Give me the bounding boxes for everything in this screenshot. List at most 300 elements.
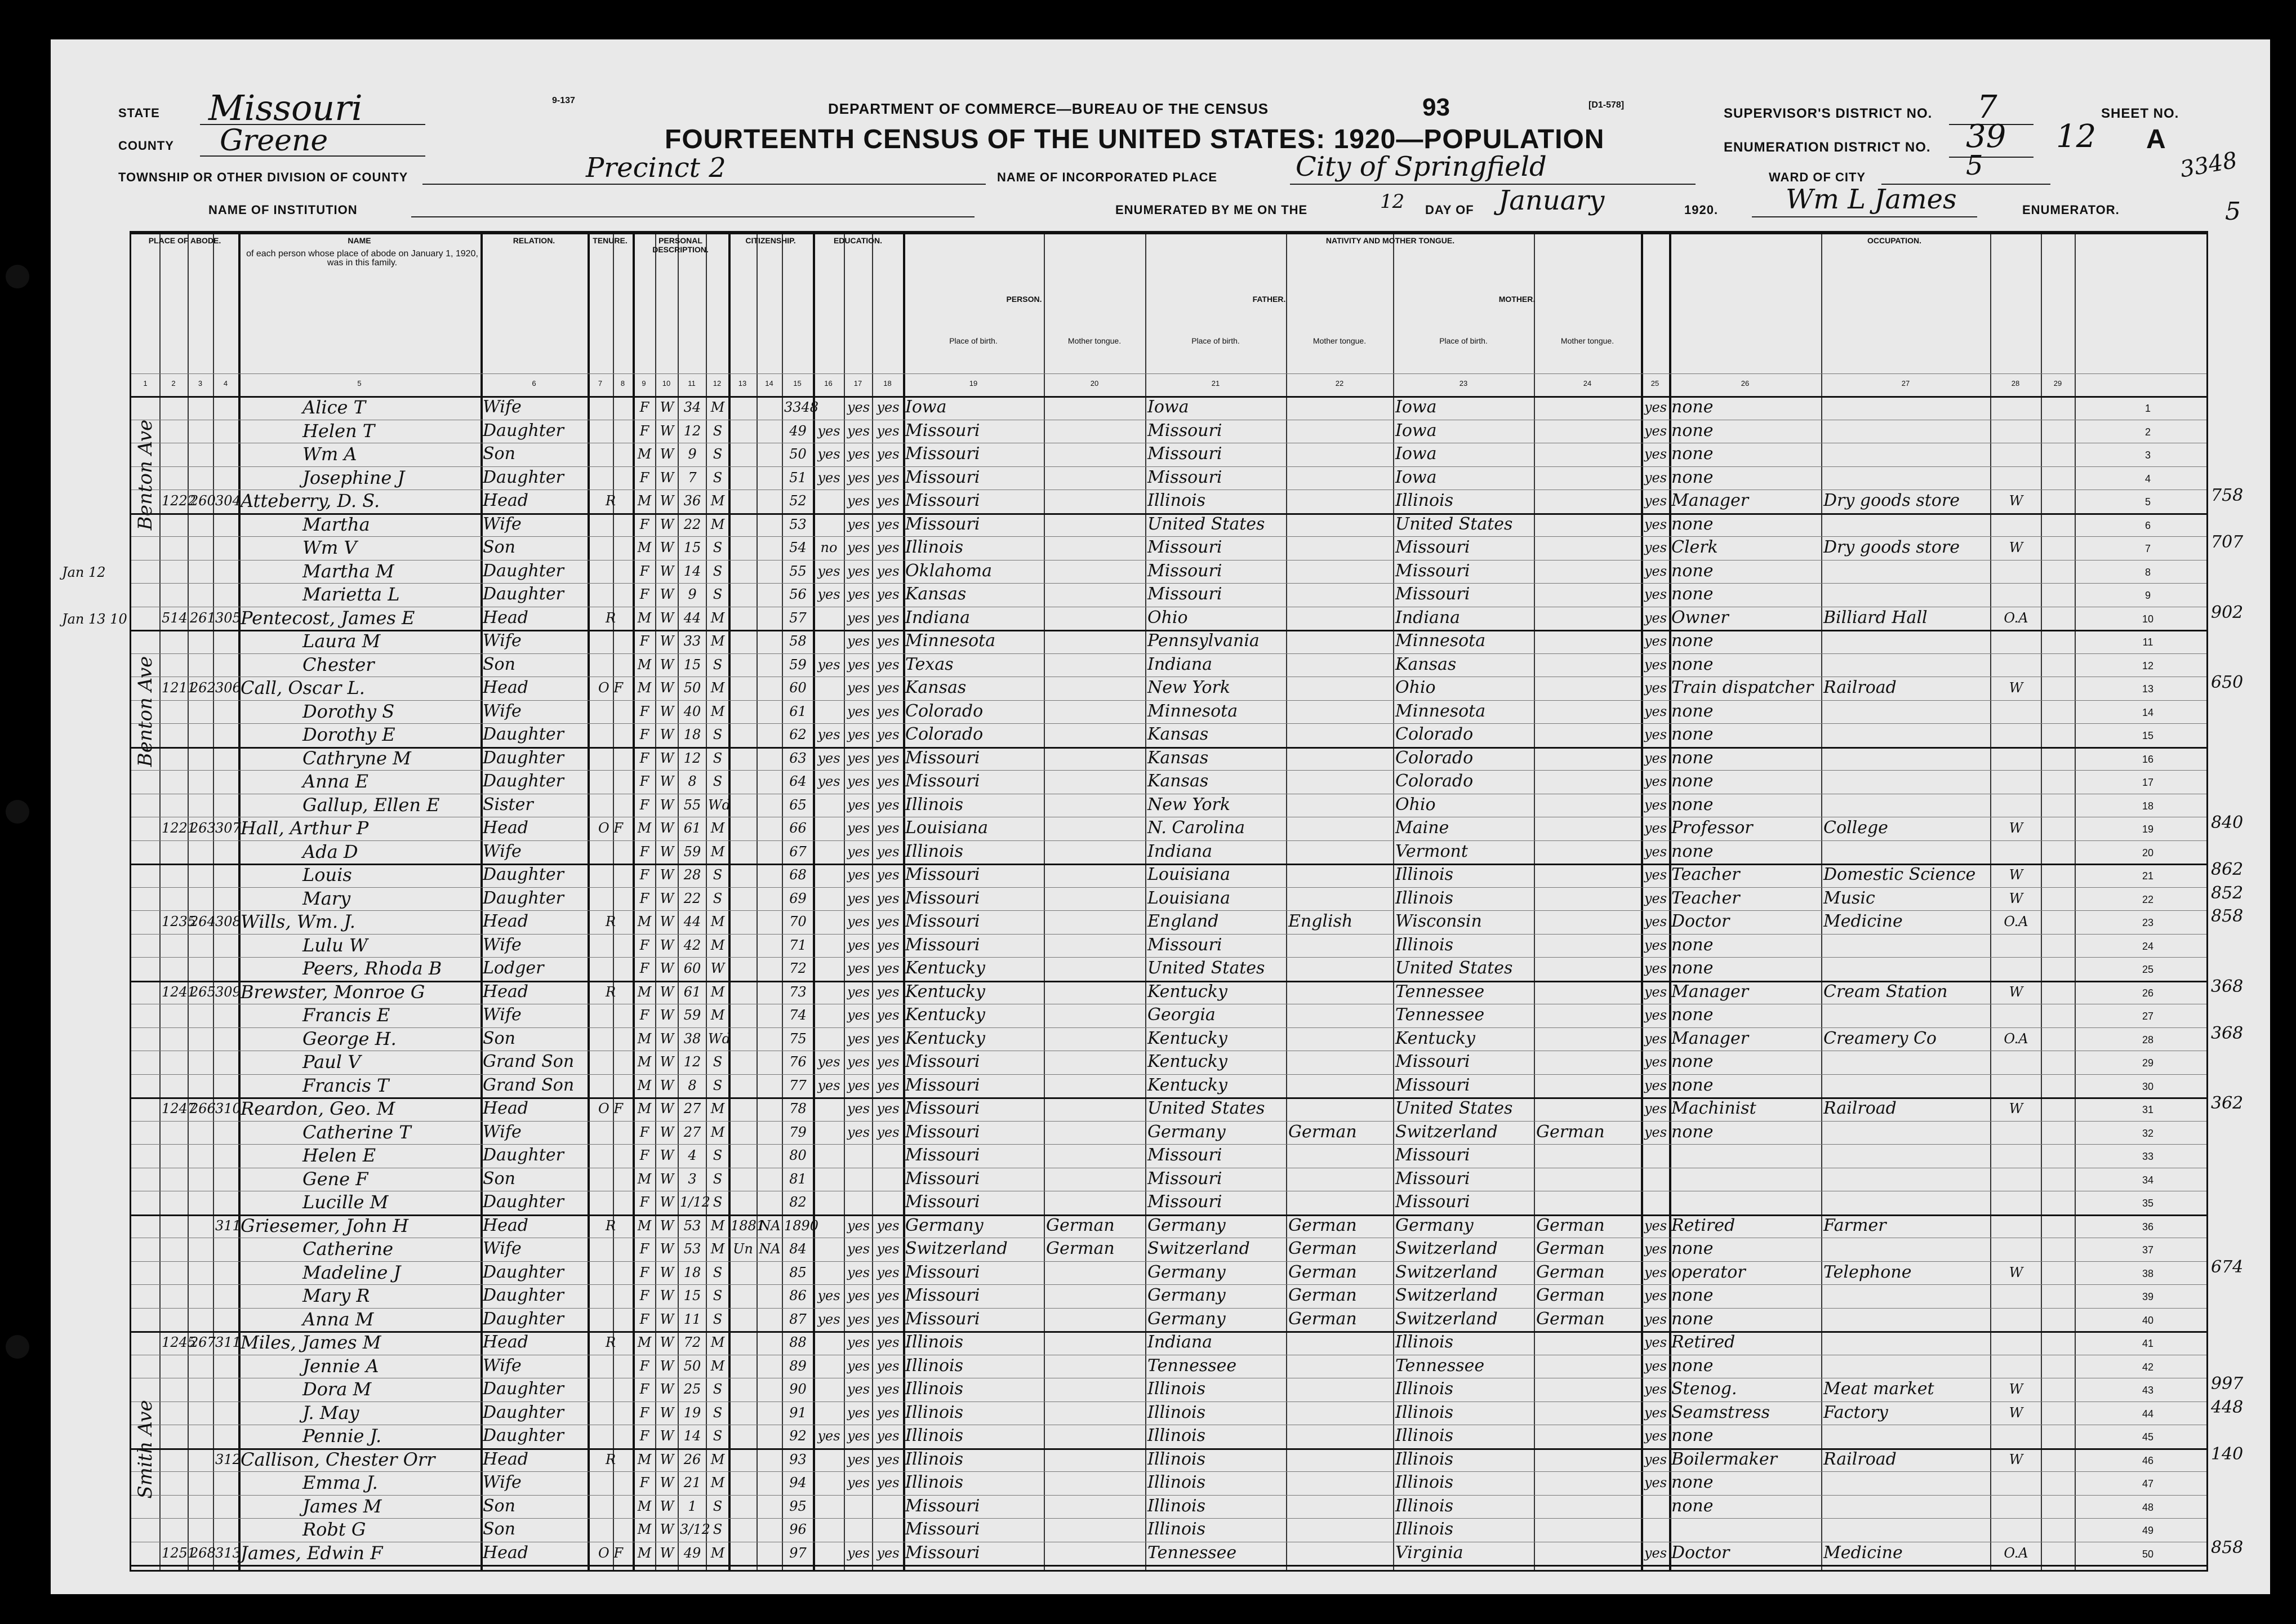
- cell-english: yes: [1644, 1264, 1667, 1280]
- cell-father-birth: Georgia: [1147, 1005, 1216, 1025]
- cell-english: yes: [1644, 680, 1667, 696]
- cell-occupation: Clerk: [1671, 537, 1718, 557]
- cell-birthplace: Missouri: [905, 748, 980, 768]
- cell-mother-birth: Germany: [1395, 1215, 1474, 1235]
- cell-dwelling: [190, 652, 212, 677]
- cell-tongue: [1046, 1494, 1144, 1519]
- cell-father-tongue: [1288, 1494, 1392, 1519]
- cell-marital: M: [710, 516, 725, 532]
- cell-family: 307: [215, 820, 241, 836]
- column-rule: [706, 233, 707, 1570]
- cell-relation: Daughter: [483, 1262, 564, 1282]
- cell-birthplace: Missouri: [905, 1309, 980, 1329]
- cell-occupation: none: [1671, 1355, 1714, 1376]
- cell-mother-birth: United States: [1395, 1098, 1513, 1118]
- cell-natyr: 56: [789, 586, 807, 602]
- cell-age: 22: [683, 516, 701, 532]
- cell-tenure: [590, 465, 631, 490]
- cell-tenure: [590, 1049, 631, 1074]
- cell-occupation: none: [1671, 467, 1714, 487]
- cell-relation: Grand Son: [483, 1052, 575, 1071]
- cell-school: [815, 1494, 843, 1519]
- cell-birthplace: Indiana: [905, 607, 971, 628]
- cell-father-birth: United States: [1147, 958, 1265, 978]
- cell-dwelling: 267: [190, 1334, 216, 1350]
- cell-read: yes: [847, 540, 870, 555]
- cell-occupation: none: [1671, 560, 1714, 581]
- cell-relation: Son: [483, 1028, 515, 1048]
- cell-house: [162, 1073, 186, 1098]
- cell-marital: M: [710, 493, 725, 509]
- line-number: 5: [2144, 496, 2151, 508]
- cell-family: [215, 699, 237, 724]
- cell-tenure: [590, 1003, 631, 1027]
- cell-dwelling: [190, 465, 212, 490]
- cell-tongue: [1046, 1190, 1144, 1214]
- cell-mother-birth: Virginia: [1395, 1542, 1463, 1563]
- cell-occupation: none: [1671, 1052, 1714, 1071]
- cell-natyr: 91: [789, 1404, 807, 1421]
- cell-dwelling: [190, 1026, 212, 1051]
- cell-read: [846, 1494, 871, 1519]
- cell-immig: [731, 862, 755, 887]
- cell-read: yes: [847, 586, 870, 602]
- cell-natyr: 55: [789, 563, 807, 579]
- cell-birthplace: Illinois: [905, 794, 964, 815]
- cell-age: 27: [683, 1124, 701, 1140]
- cell-father-birth: Minnesota: [1147, 701, 1238, 721]
- state-value: Missouri: [208, 87, 363, 128]
- cell-read: yes: [847, 633, 870, 649]
- cell-age: 19: [683, 1404, 701, 1421]
- cell-marital: S: [713, 469, 723, 486]
- cell-mother-tongue: [1536, 1049, 1640, 1074]
- cell-industry: Billiard Hall: [1823, 607, 1928, 628]
- cell-mother-birth: Vermont: [1395, 841, 1468, 861]
- cell-race: W: [660, 399, 674, 415]
- cell-race: W: [660, 960, 674, 976]
- cell-class: [1992, 1190, 2040, 1214]
- cell-immig: [731, 1026, 755, 1051]
- cell-relation: Wife: [483, 1355, 522, 1376]
- cell-tenure: [590, 1494, 631, 1519]
- cell-mother-tongue: [1536, 933, 1640, 958]
- cell-natyr: 57: [789, 609, 807, 626]
- cell-marital: S: [713, 1521, 723, 1537]
- cell-age: 11: [683, 1311, 701, 1327]
- margin-code: 448: [2211, 1397, 2244, 1417]
- place-value: City of Springfield: [1296, 151, 1547, 183]
- cell-class: W: [2009, 890, 2023, 906]
- column-number: 11: [688, 379, 696, 388]
- enumeration-year: 1920.: [1684, 203, 1719, 217]
- cell-name: Louis: [302, 864, 352, 886]
- cell-tongue: [1046, 956, 1144, 981]
- margin-code: 368: [2211, 1023, 2244, 1043]
- cell-occupation: Manager: [1671, 981, 1749, 1002]
- cell-class: [1992, 1517, 2040, 1542]
- cell-relation: Wife: [483, 631, 522, 651]
- cell-write: yes: [876, 820, 900, 836]
- cell-occupation: operator: [1671, 1262, 1746, 1282]
- cell-dwelling: [190, 1003, 212, 1027]
- cell-marital: M: [710, 1101, 725, 1116]
- margin-code: 674: [2211, 1257, 2244, 1277]
- cell-school: yes: [817, 1054, 840, 1070]
- cell-name: James, Edwin F: [241, 1542, 383, 1564]
- cell-father-birth: United States: [1147, 514, 1265, 534]
- cell-name: Atteberry, D. S.: [241, 490, 380, 511]
- cell-nat: [759, 606, 781, 630]
- cell-birthplace: Missouri: [905, 1122, 980, 1142]
- cell-name: Catherine T: [302, 1121, 411, 1143]
- cell-nat: [759, 652, 781, 677]
- cell-age: 15: [683, 540, 701, 555]
- line-number: 25: [2142, 964, 2154, 975]
- cell-sex: F: [639, 1404, 649, 1421]
- binder-hole: [6, 1335, 29, 1359]
- cell-class: W: [2009, 867, 2023, 883]
- cell-race: W: [660, 867, 674, 883]
- cell-immig: [731, 1143, 755, 1168]
- cell-name: Mary R: [302, 1285, 370, 1306]
- cell-mother-birth: Indiana: [1395, 607, 1461, 628]
- cell-tenure: R: [605, 609, 616, 626]
- column-number: 8: [620, 379, 625, 388]
- cell-marital: S: [713, 656, 723, 673]
- cell-relation: Daughter: [483, 420, 564, 441]
- cell-mother-tongue: [1536, 1423, 1640, 1448]
- cell-family: [215, 839, 237, 864]
- cell-english: yes: [1644, 1030, 1667, 1047]
- cell-race: W: [660, 1217, 674, 1234]
- cell-school: yes: [817, 656, 840, 673]
- day-of-label: DAY OF: [1425, 203, 1474, 217]
- cell-natyr: 97: [789, 1545, 807, 1561]
- cell-house: [162, 1236, 186, 1261]
- cell-sex: F: [639, 843, 649, 860]
- cell-house: [162, 1026, 186, 1051]
- cell-father-tongue: German: [1288, 1309, 1357, 1329]
- cell-class: W: [2009, 1101, 2023, 1116]
- cell-race: W: [660, 1451, 674, 1467]
- cell-english: [1643, 1190, 1668, 1214]
- cell-family: [215, 1260, 237, 1285]
- cell-mother-tongue: [1536, 956, 1640, 981]
- enumeration-month: January: [1498, 185, 1605, 216]
- cell-sex: F: [639, 1358, 649, 1374]
- cell-father-tongue: [1288, 722, 1392, 747]
- cell-industry: Dry goods store: [1823, 537, 1960, 557]
- line-number: 36: [2142, 1221, 2154, 1233]
- cell-father-tongue: [1288, 419, 1392, 443]
- cell-mother-birth: Illinois: [1395, 491, 1454, 510]
- cell-race: W: [660, 469, 674, 486]
- cell-sex: M: [637, 1498, 652, 1514]
- cell-tongue: [1046, 839, 1144, 864]
- cell-tongue: [1046, 1400, 1144, 1425]
- cell-mother-tongue: [1536, 1073, 1640, 1098]
- cell-write: yes: [876, 960, 900, 976]
- cell-write: yes: [876, 1124, 900, 1140]
- cell-age: 14: [683, 1428, 701, 1444]
- cell-read: yes: [847, 1217, 870, 1234]
- cell-sex: F: [639, 797, 649, 813]
- cell-occupation: none: [1671, 584, 1714, 604]
- cell-class: [1992, 1307, 2040, 1332]
- cell-race: W: [660, 890, 674, 906]
- cell-school: [815, 1167, 843, 1191]
- cell-industry: [1823, 933, 1989, 958]
- cell-father-birth: Kentucky: [1147, 981, 1227, 1002]
- cell-read: yes: [847, 1030, 870, 1047]
- cell-industry: Railroad: [1823, 1098, 1897, 1118]
- cell-father-tongue: [1288, 1541, 1392, 1565]
- cell-industry: Railroad: [1823, 1449, 1897, 1469]
- cell-house: 514: [162, 609, 188, 626]
- cell-tenure: [590, 699, 631, 724]
- cell-industry: [1823, 1143, 1989, 1168]
- cell-name: Dora M: [302, 1378, 372, 1400]
- cell-father-birth: Pennsylvania: [1147, 631, 1260, 651]
- cell-marital: S: [713, 1404, 723, 1421]
- cell-occupation: [1671, 1517, 1820, 1542]
- header-name-sub: of each person whose place of abode on January 1, 1920, was in this family.: [246, 249, 478, 268]
- column-number: 19: [969, 379, 978, 388]
- cell-tongue: [1046, 1423, 1144, 1448]
- cell-read: yes: [847, 1077, 870, 1093]
- cell-relation: Wife: [483, 841, 522, 861]
- cell-tenure: [590, 652, 631, 677]
- cell-immig: [731, 699, 755, 724]
- line-number: 4: [2144, 473, 2151, 484]
- cell-immig: Un: [733, 1241, 753, 1257]
- cell-tongue: [1046, 769, 1144, 794]
- cell-father-tongue: [1288, 1003, 1392, 1027]
- cell-immig: [731, 1167, 755, 1191]
- cell-write: yes: [876, 540, 900, 555]
- cell-school: [815, 1003, 843, 1027]
- cell-school: [815, 512, 843, 537]
- cell-school: [815, 1026, 843, 1051]
- cell-nat: [759, 1470, 781, 1495]
- cell-immig: [731, 886, 755, 911]
- cell-tongue: German: [1046, 1215, 1115, 1235]
- line-number: 19: [2142, 824, 2154, 835]
- cell-mother-birth: United States: [1395, 958, 1513, 978]
- line-number: 49: [2142, 1525, 2154, 1536]
- line-number: 14: [2142, 706, 2154, 718]
- cell-english: yes: [1644, 1217, 1667, 1234]
- column-number: 3: [198, 379, 203, 388]
- cell-father-birth: Illinois: [1147, 1472, 1206, 1492]
- cell-read: yes: [847, 843, 870, 860]
- cell-tongue: [1046, 559, 1144, 584]
- cell-natyr: 74: [789, 1007, 807, 1023]
- margin-code: 650: [2211, 673, 2244, 692]
- line-number: 38: [2142, 1267, 2154, 1279]
- cell-dwelling: [190, 1307, 212, 1332]
- cell-sex: M: [637, 984, 652, 1000]
- cell-tenure: R: [605, 1451, 616, 1467]
- cell-english: yes: [1644, 1077, 1667, 1093]
- cell-read: yes: [847, 727, 870, 742]
- cell-sex: M: [637, 1334, 652, 1350]
- cell-immig: [731, 512, 755, 537]
- cell-read: yes: [847, 422, 870, 439]
- column-rule: [678, 233, 679, 1570]
- cell-read: yes: [847, 867, 870, 883]
- cell-tenure: [590, 1190, 631, 1214]
- cell-father-tongue: [1288, 465, 1392, 490]
- line-number: 35: [2142, 1198, 2154, 1209]
- cell-industry: [1823, 746, 1989, 771]
- cell-write: yes: [876, 703, 900, 719]
- enumeration-district: 39: [1966, 118, 2006, 155]
- cell-race: W: [660, 703, 674, 719]
- cell-industry: [1823, 1330, 1989, 1355]
- cell-age: 1: [688, 1498, 697, 1514]
- cell-english: yes: [1644, 797, 1667, 813]
- cell-industry: [1823, 722, 1989, 747]
- cell-father-tongue: [1288, 629, 1392, 653]
- cell-father-birth: Missouri: [1147, 537, 1222, 557]
- page-stamp: 93: [1422, 94, 1450, 121]
- column-number: 17: [853, 379, 862, 388]
- cell-family: [215, 1143, 237, 1168]
- cell-occupation: none: [1671, 1496, 1714, 1516]
- cell-occupation: Stenog.: [1671, 1379, 1737, 1399]
- cell-natyr: 94: [789, 1475, 807, 1490]
- cell-school: yes: [817, 469, 840, 486]
- cell-father-birth: England: [1147, 911, 1219, 931]
- institution-label: NAME OF INSTITUTION: [208, 203, 358, 217]
- header-personal: PERSONAL DESCRIPTION.: [652, 236, 709, 254]
- cell-father-tongue: [1288, 1073, 1392, 1098]
- cell-relation: Head: [483, 1332, 529, 1352]
- column-number: 13: [738, 379, 747, 388]
- cell-english: yes: [1644, 1451, 1667, 1467]
- cell-name: Gallup, Ellen E: [302, 794, 440, 816]
- cell-english: yes: [1644, 843, 1667, 860]
- cell-father-tongue: [1288, 1330, 1392, 1355]
- cell-mother-tongue: [1536, 839, 1640, 864]
- state-label: STATE: [118, 106, 160, 120]
- cell-industry: [1823, 1236, 1989, 1261]
- cell-house: [162, 956, 186, 981]
- cell-nat: [759, 1026, 781, 1051]
- cell-house: [162, 886, 186, 911]
- cell-relation: Daughter: [483, 724, 564, 744]
- supervisor-label: SUPERVISOR'S DISTRICT NO.: [1724, 106, 1933, 121]
- cell-write: yes: [876, 516, 900, 532]
- cell-house: 1251: [162, 1545, 197, 1561]
- cell-english: yes: [1644, 586, 1667, 602]
- cell-dwelling: [190, 1400, 212, 1425]
- cell-natyr: 84: [789, 1241, 807, 1257]
- line-number: 15: [2142, 730, 2154, 741]
- cell-occupation: Owner: [1671, 607, 1729, 628]
- header-name: NAME: [348, 236, 371, 245]
- cell-sex: F: [639, 1428, 649, 1444]
- cell-marital: S: [713, 1381, 723, 1397]
- cell-industry: Factory: [1823, 1402, 1888, 1422]
- sheet-number: 12: [2056, 118, 2097, 155]
- cell-house: 1235: [162, 914, 197, 929]
- cell-mother-birth: Ohio: [1395, 794, 1436, 815]
- line-number: 8: [2144, 566, 2151, 578]
- cell-natyr: 82: [789, 1194, 807, 1210]
- cell-tenure: O F: [598, 680, 623, 696]
- cell-tongue: [1046, 793, 1144, 817]
- cell-name: Peers, Rhoda B: [302, 958, 442, 979]
- cell-name: Reardon, Geo. M: [241, 1098, 395, 1119]
- cell-mother-birth: Illinois: [1395, 1519, 1454, 1539]
- binder-hole: [6, 265, 29, 288]
- cell-dwelling: [190, 1167, 212, 1191]
- cell-tenure: [590, 1026, 631, 1051]
- cell-tongue: [1046, 652, 1144, 677]
- cell-industry: [1823, 1423, 1989, 1448]
- cell-tenure: [590, 512, 631, 537]
- cell-family: 311: [215, 1217, 241, 1234]
- cell-father-tongue: [1288, 769, 1392, 794]
- cell-name: Gene F: [302, 1168, 368, 1190]
- cell-school: [815, 1120, 843, 1145]
- line-number: 28: [2142, 1034, 2154, 1045]
- cell-birthplace: Missouri: [905, 911, 980, 931]
- cell-mother-birth: United States: [1395, 514, 1513, 534]
- cell-industry: Creamery Co: [1823, 1028, 1937, 1048]
- cell-nat: [759, 862, 781, 887]
- cell-tenure: O F: [598, 820, 623, 836]
- cell-age: 34: [683, 399, 701, 415]
- cell-natyr: 96: [789, 1521, 807, 1537]
- cell-nat: [759, 1517, 781, 1542]
- cell-write: yes: [876, 1007, 900, 1023]
- line-number: 21: [2142, 870, 2154, 882]
- cell-marital: Wd: [708, 797, 731, 813]
- cell-sex: F: [639, 1264, 649, 1280]
- cell-birthplace: Missouri: [905, 1285, 980, 1305]
- cell-dwelling: 264: [190, 914, 216, 929]
- cell-sex: F: [639, 890, 649, 906]
- cell-mother-birth: Missouri: [1395, 1168, 1470, 1189]
- cell-industry: [1823, 1307, 1989, 1332]
- cell-dwelling: 260: [190, 493, 216, 509]
- cell-read: yes: [847, 1381, 870, 1397]
- line-number: 10: [2142, 613, 2154, 625]
- cell-read: yes: [847, 1241, 870, 1257]
- cell-industry: [1823, 559, 1989, 584]
- cell-write: yes: [876, 680, 900, 696]
- cell-school: yes: [817, 727, 840, 742]
- cell-name: Robt G: [302, 1519, 366, 1540]
- cell-birthplace: Illinois: [905, 1426, 964, 1445]
- cell-school: [815, 886, 843, 911]
- cell-race: W: [660, 1171, 674, 1187]
- cell-write: yes: [876, 1451, 900, 1467]
- cell-dwelling: [190, 862, 212, 887]
- cell-industry: [1823, 1354, 1989, 1378]
- cell-nat: [759, 933, 781, 958]
- cell-natyr: 86: [789, 1288, 807, 1303]
- column-number: 12: [713, 379, 722, 388]
- cell-occupation: Machinist: [1671, 1098, 1756, 1118]
- cell-industry: Telephone: [1823, 1262, 1912, 1282]
- cell-mother-birth: Missouri: [1395, 584, 1470, 604]
- column-number: 5: [357, 379, 362, 388]
